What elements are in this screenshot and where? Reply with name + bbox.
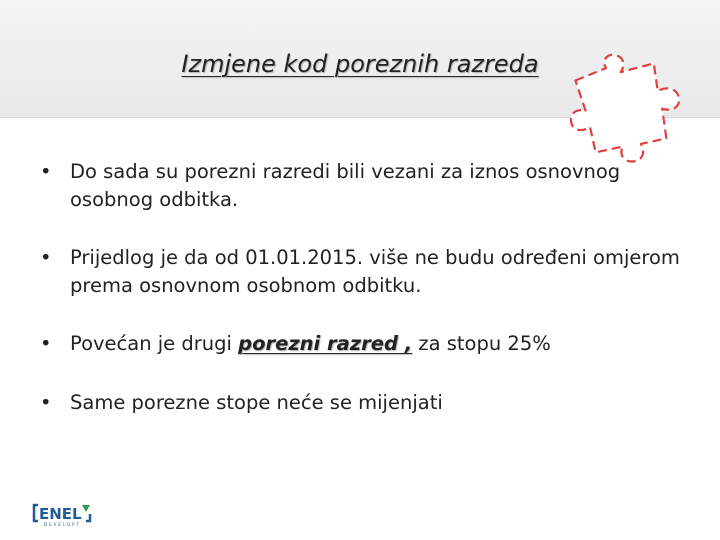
logo-subtext: DEVELOPT xyxy=(44,522,81,527)
slide-title: Izmjene kod poreznih razreda xyxy=(181,50,539,78)
emphasized-term: porezni razred , xyxy=(238,332,413,355)
bullet-text-before: Povećan je drugi xyxy=(70,332,239,355)
bullet-text-after: za stopu 25% xyxy=(412,332,551,355)
bullet-text: Prijedlog je da od 01.01.2015. više ne budu određeni omjerom prema osnovnom osobnom odbitku. xyxy=(70,246,680,297)
logo-text: ENEL xyxy=(39,505,82,523)
bullet-dot: • xyxy=(40,246,52,269)
bullet-item xyxy=(40,330,700,358)
bullet-item xyxy=(40,244,700,300)
bullet-dot: • xyxy=(40,160,52,183)
bullet-dot: • xyxy=(40,391,52,414)
bullet-item xyxy=(40,389,700,417)
bullet-dot: • xyxy=(40,332,52,355)
enel-logo xyxy=(32,502,96,532)
bullet-text: Same porezne stope neće se mijenjati xyxy=(70,391,443,414)
bullet-item xyxy=(40,158,700,214)
logo-wordmark xyxy=(32,502,92,524)
bullet-list xyxy=(40,158,700,447)
bullet-text: Do sada su porezni razredi bili vezani za iznos osnovnog osobnog odbitka. xyxy=(70,160,621,211)
